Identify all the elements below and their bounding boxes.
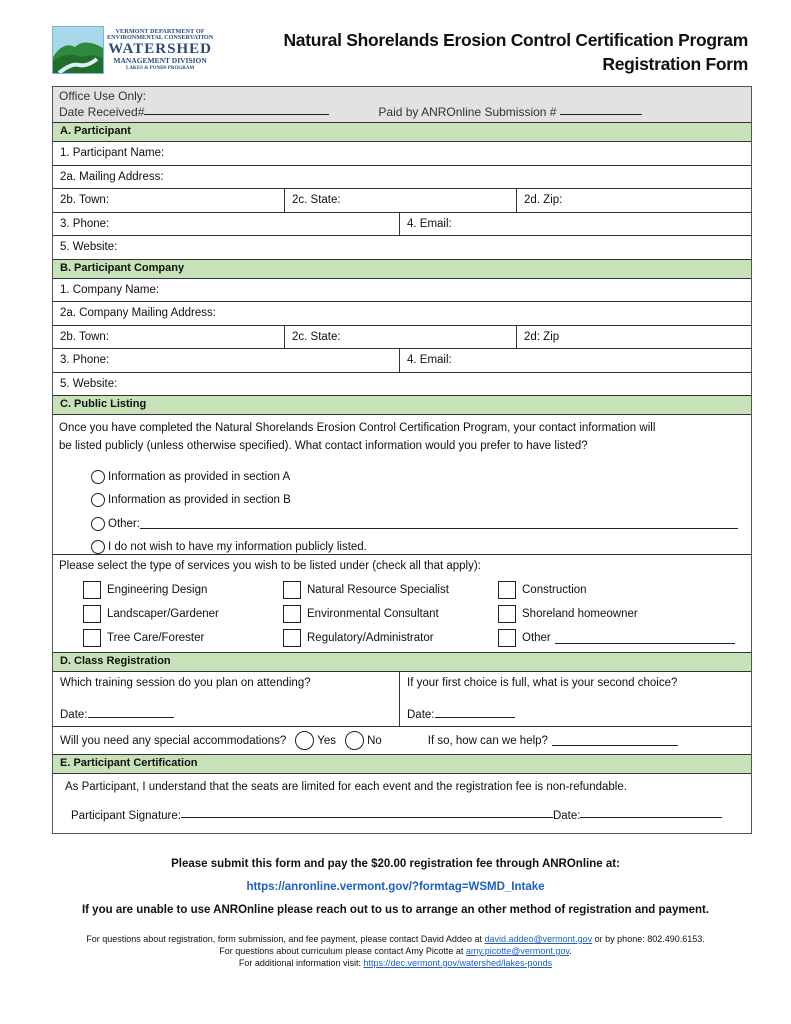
checkbox-icon[interactable] [283,629,301,647]
checkbox-landscaper[interactable] [83,605,283,623]
checkbox-icon[interactable] [83,629,101,647]
second-choice-session [399,672,751,726]
zip-field[interactable]: 2d. Zip: [516,189,751,212]
company-zip-field[interactable]: 2d: Zip [516,326,751,349]
certification-statement: As Participant, I understand that the seats are limited for each event and the registration fee is non-refundable. [65,781,627,793]
checkbox-icon[interactable] [83,605,101,623]
first-date-label: Date: [60,709,88,721]
second-choice-label: If your first choice is full, what is your second choice? [407,677,678,689]
watershed-logo [52,25,216,75]
david-email-link[interactable]: david.addeo@vermont.gov [484,934,593,944]
accommodations-label: Will you need any special accommodations? [60,734,287,747]
radio-circle-icon[interactable] [91,540,105,554]
checkbox-icon[interactable] [498,605,516,623]
company-phone-field[interactable]: 3. Phone: [60,354,110,367]
mountain-river-icon [52,26,104,74]
title-line-2: Registration Form [602,54,748,74]
checkbox-icon[interactable] [283,605,301,623]
checkbox-label: Landscaper/Gardener [107,608,219,620]
participant-name-label: 1. Participant Name: [60,147,165,160]
checkbox-label: Tree Care/Forester [107,632,205,644]
second-date-label: Date: [407,709,435,721]
section-a-header: A. Participant [53,122,751,141]
logo-program: LAKES & PONDS PROGRAM [125,66,195,72]
company-name-label: 1. Company Name: [60,283,160,296]
curriculum-contact-text: For questions about curriculum please contact Amy Picotte at [219,946,466,956]
company-website-label: 5. Website: [60,377,118,390]
checkbox-environmental-consultant[interactable] [283,605,498,623]
paid-by-label: Paid by ANROnline Submission # [378,105,557,119]
checkbox-construction[interactable] [498,581,738,599]
checkbox-shoreland-homeowner[interactable] [498,605,738,623]
lakes-ponds-link[interactable]: https://dec.vermont.gov/watershed/lakes-ponds [363,958,553,968]
email-field[interactable]: 4. Email: [399,213,751,236]
phone-text: or by phone: 802.490.6153. [592,934,705,944]
radio-circle-icon[interactable] [91,517,105,531]
first-choice-session [53,672,399,726]
checkbox-icon[interactable] [498,581,516,599]
logo-watershed: WATERSHED [108,40,212,57]
checkbox-regulatory[interactable] [283,629,498,647]
accommodations-row [53,727,751,754]
checkbox-other[interactable] [498,629,738,647]
additional-info-text: For additional information visit: [238,958,364,968]
checkbox-label: Other [522,632,551,644]
company-name-field[interactable] [53,278,751,302]
office-use-section [53,87,751,122]
no-label: No [367,734,382,747]
period-text: . [569,946,572,956]
company-state-field[interactable]: 2c. State: [284,326,516,349]
state-field[interactable]: 2c. State: [284,189,516,212]
logo-division: MANAGEMENT DIVISION [113,55,207,65]
how-help-label: If so, how can we help? [427,734,548,747]
radio-circle-icon[interactable] [91,470,105,484]
second-date-field[interactable] [435,707,515,718]
section-e-header: E. Participant Certification [53,754,751,773]
checkbox-natural-resource-specialist[interactable] [283,581,498,599]
signature-date-label: Date: [552,810,581,822]
checkbox-label: Engineering Design [107,584,208,596]
radio-label: Other: [108,517,140,530]
phone-field[interactable]: 3. Phone: [60,217,110,230]
submission-number-field[interactable] [560,104,642,115]
radio-label: I do not wish to have my information publicly listed. [108,541,367,554]
section-d-header: D. Class Registration [53,652,751,671]
checkbox-label: Shoreland homeowner [522,608,638,620]
signature-date-field[interactable] [580,807,722,818]
title-line-1: Natural Shorelands Erosion Control Certification Program [283,30,748,50]
first-date-field[interactable] [88,707,174,718]
checkbox-engineering-design[interactable] [83,581,283,599]
contact-info [0,933,791,969]
office-use-label: Office Use Only: [59,89,147,103]
amy-email-link[interactable]: amy.picotte@vermont.gov [465,946,570,956]
date-received-label: Date Received# [59,105,145,119]
checkbox-icon[interactable] [498,629,516,647]
yes-label: Yes [317,734,337,747]
other-service-field[interactable] [555,633,735,644]
radio-circle-icon[interactable] [91,493,105,507]
date-received-field[interactable] [144,104,329,115]
company-website-field[interactable] [53,372,751,396]
certification-section [53,773,751,833]
mailing-address-field[interactable] [53,165,751,189]
radio-section-b[interactable] [91,489,745,513]
accommodations-no-radio[interactable] [345,731,364,750]
submit-instructions: Please submit this form and pay the $20.00 registration fee through ANROnline at: [171,858,620,870]
signature-label: Participant Signature: [71,810,181,822]
page-title [283,28,748,76]
accommodations-yes-radio[interactable] [295,731,314,750]
checkbox-icon[interactable] [283,581,301,599]
other-listing-field[interactable] [140,518,738,529]
website-label: 5. Website: [60,241,118,254]
radio-label: Information as provided in section A [108,470,291,483]
checkbox-label: Environmental Consultant [307,608,439,620]
checkbox-label: Construction [522,584,587,596]
alternative-instructions: If you are unable to use ANROnline please reach out to us to arrange an other method of registration and payment. [81,904,710,916]
services-section [53,554,751,652]
section-c-header: C. Public Listing [53,395,751,414]
public-listing-intro-1: Once you have completed the Natural Shorelands Erosion Control Certification Program, your contact information will [59,422,656,434]
public-listing-intro-2: be listed publicly (unless otherwise specified). What contact information would you prefer to have listed? [59,440,588,452]
town-field[interactable]: 2b. Town: [60,194,110,207]
checkbox-label: Natural Resource Specialist [307,584,449,596]
radio-section-a[interactable] [91,465,745,489]
checkbox-label: Regulatory/Administrator [307,632,434,644]
company-town-field[interactable]: 2b. Town: [60,330,110,343]
radio-other[interactable] [91,512,745,536]
first-choice-label: Which training session do you plan on attending? [60,677,311,689]
company-address-label: 2a. Company Mailing Address: [60,307,216,320]
section-b-header: B. Participant Company [53,259,751,278]
participant-name-field[interactable] [53,141,751,165]
how-help-field[interactable] [552,735,678,746]
checkbox-tree-care[interactable] [83,629,283,647]
public-listing-options [53,414,751,554]
logo-env: ENVIRONMENTAL CONSERVATION [107,33,214,41]
services-prompt: Please select the type of services you wish to be listed under (check all that apply): [59,560,481,572]
registration-form [52,86,752,834]
website-field[interactable] [53,235,751,259]
anronline-link[interactable]: https://anronline.vermont.gov/?formtag=WSMD_Intake [246,881,545,893]
company-email-field[interactable]: 4. Email: [399,349,751,372]
checkbox-icon[interactable] [83,581,101,599]
company-address-field[interactable] [53,301,751,325]
logo-dept: VERMONT DEPARTMENT OF [115,27,205,35]
mailing-address-label: 2a. Mailing Address: [60,170,164,183]
registration-contact-text: For questions about registration, form submission, and fee payment, please contact David Addeo at [86,934,485,944]
radio-label: Information as provided in section B [108,494,291,507]
signature-field[interactable] [181,807,553,818]
